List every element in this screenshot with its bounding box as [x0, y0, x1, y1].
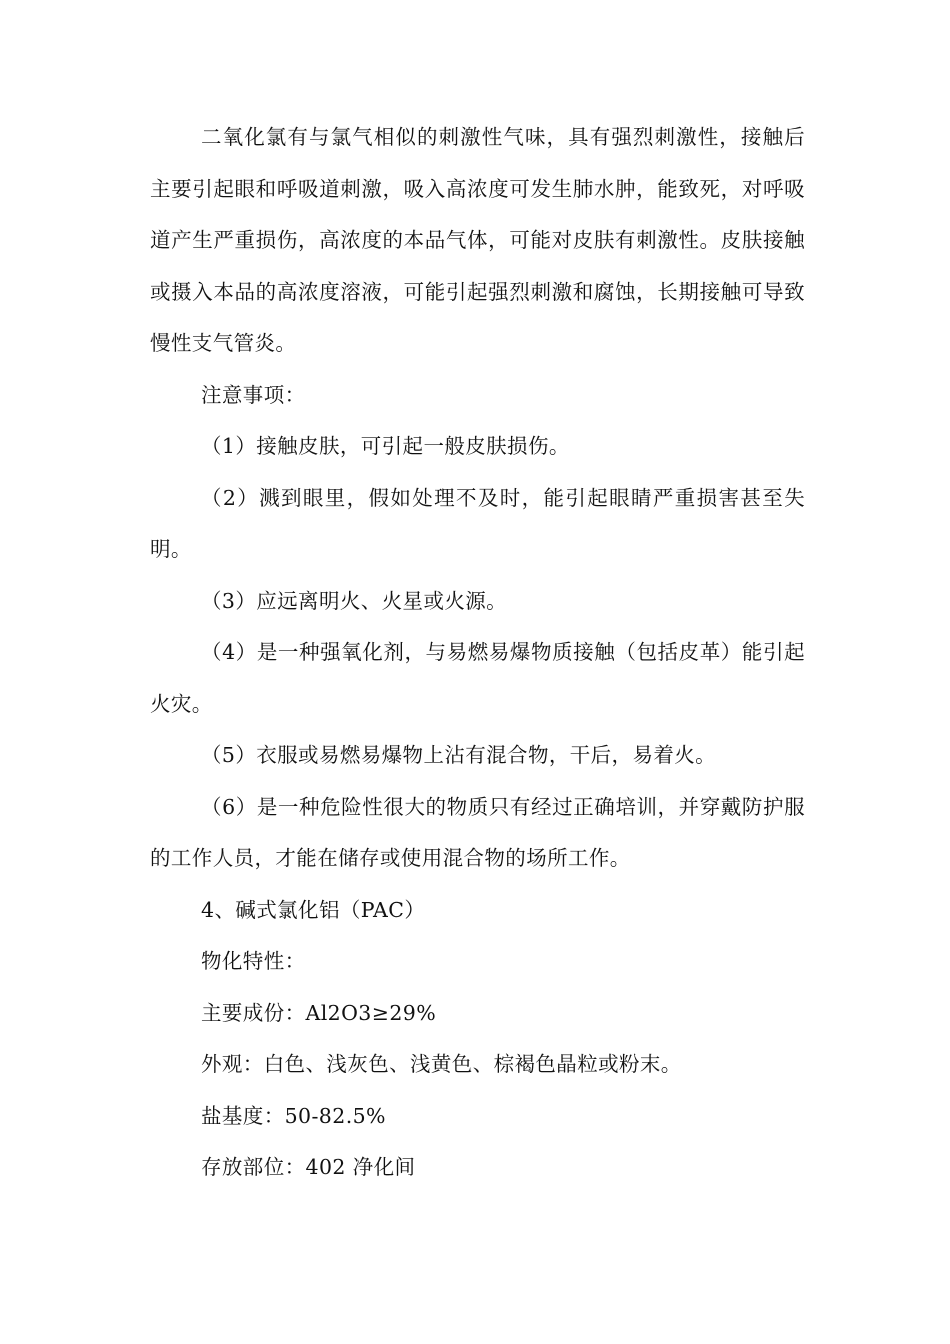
paragraph-storage-location: 存放部位：402 净化间: [201, 1155, 416, 1179]
paragraph-precaution-3: （3）应远离明火、火星或火源。: [201, 588, 508, 613]
paragraph-precaution-4: （4）是一种强氧化剂，与易燃易爆物质接触（包括皮革）能引起火灾。: [150, 640, 805, 716]
paragraph-precaution-5: （5）衣服或易燃易爆物上沾有混合物，干后，易着火。: [201, 743, 717, 767]
section-heading-pac: 4、碱式氯化铝（PAC）: [201, 897, 426, 922]
paragraph-basicity: 盐基度：50-82.5%: [201, 1103, 386, 1128]
paragraph-precaution-6: （6）是一种危险性很大的物质只有经过正确培训，并穿戴防护服的工作人员，才能在储存或使用混合物的场所工作。: [150, 794, 805, 870]
paragraph-precaution-2: （2）溅到眼里，假如处理不及时，能引起眼睛严重损害甚至失明。: [150, 485, 805, 561]
document-body: [150, 112, 805, 1194]
paragraph-main-composition: 主要成份：Al2O3≥29%: [201, 1000, 437, 1025]
paragraph-appearance: 外观：白色、浅灰色、浅黄色、棕褐色晶粒或粉末。: [201, 1052, 682, 1076]
paragraph-precautions-heading: 注意事项：: [201, 382, 306, 407]
paragraph-precaution-1: （1）接触皮肤，可引起一般皮肤损伤。: [201, 434, 570, 458]
paragraph-chlorine-dioxide-hazards: 二氧化氯有与氯气相似的刺激性气味，具有强烈刺激性，接触后主要引起眼和呼吸道刺激，吸入高浓度可发生肺水肿，能致死，对呼吸道产生严重损伤，高浓度的本品气体，可能对皮肤有刺激性。皮肤接触或摄入本品的高浓度溶液，可能引起强烈刺激和腐蚀，长期接触可导致慢性支气管炎。: [150, 125, 805, 355]
paragraph-properties-heading: 物化特性：: [201, 949, 306, 973]
